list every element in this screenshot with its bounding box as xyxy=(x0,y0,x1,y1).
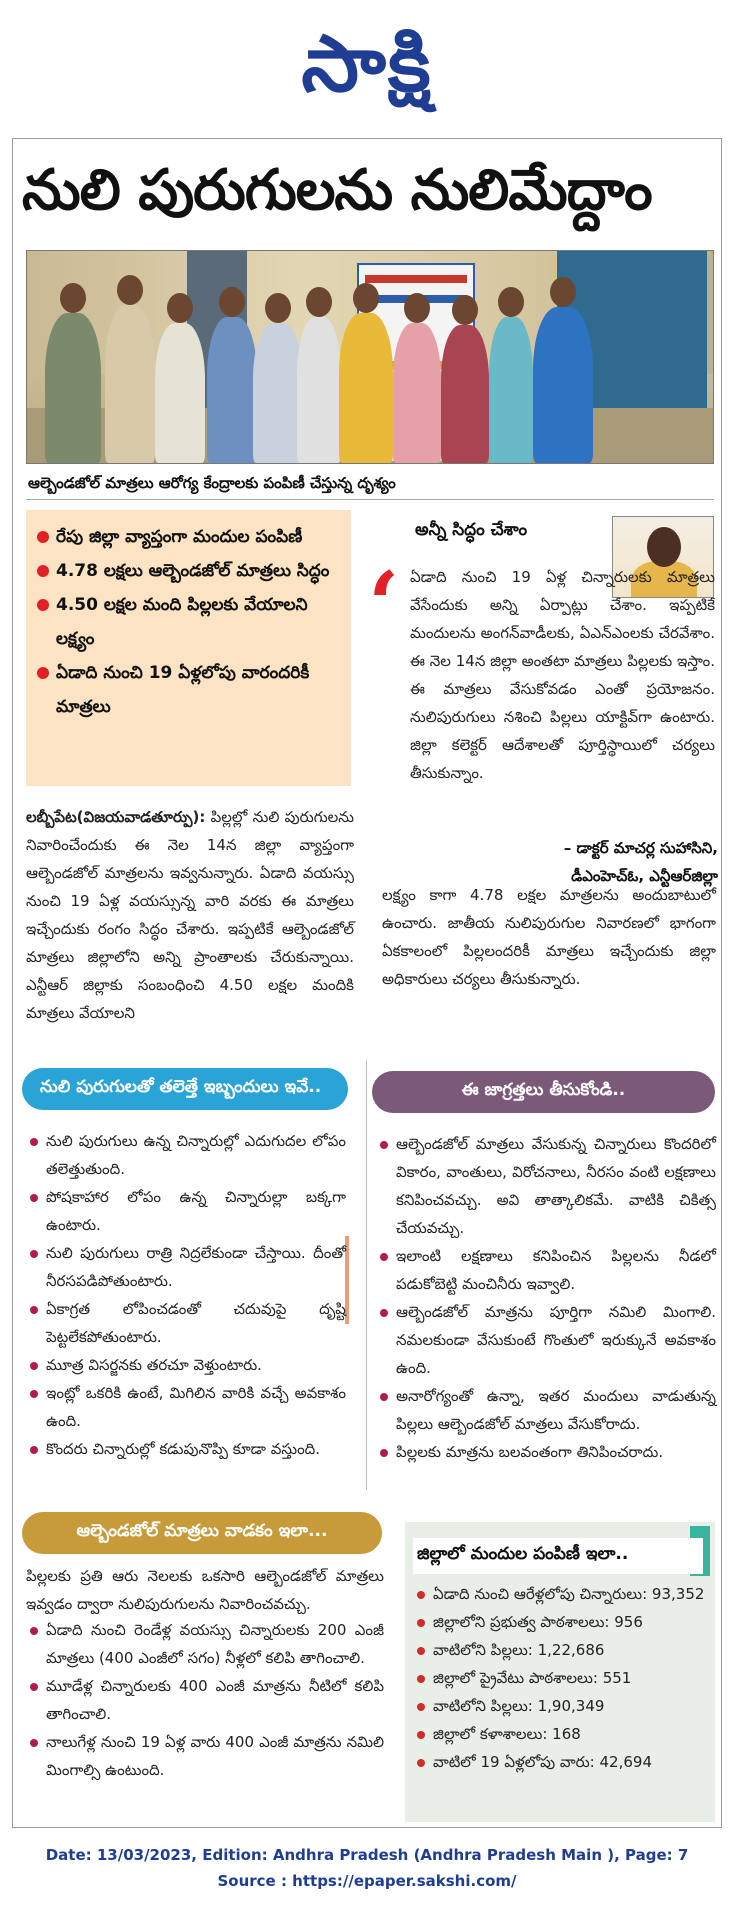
usage-intro: పిల్లలకు ప్రతి ఆరు నెలలకు ఒకసారి ఆల్బెండజోల్ మాత్రలు ఇవ్వడం ద్వారా నులిపురుగులను నివారించవచ్చు. xyxy=(26,1567,384,1613)
usage-header: ఆల్బెండజోల్ మాత్రలు వాడకం ఇలా... xyxy=(22,1512,382,1554)
list-item: ఏడాది నుంచి ఆరేళ్లలోపు చిన్నారులు: 93,352 xyxy=(413,1580,713,1608)
highlight-item: 4.50 లక్షల మంది పిల్లలకు వేయాలని లక్ష్యం xyxy=(34,588,343,656)
list-item: మూడేళ్ల చిన్నారులకు 400 ఎంజీ మాత్రను నీటిలో కలిపి తాగించాలి. xyxy=(26,1672,384,1728)
highlight-item: రేపు జిల్లా వ్యాప్తంగా మందుల పంపిణీ xyxy=(34,520,343,554)
list-item: కొందరు చిన్నారుల్లో కడుపునొప్పి కూడా వస్తుంది. xyxy=(26,1435,346,1463)
list-item: నాలుగేళ్ల నుంచి 19 ఏళ్ల వారు 400 ఎంజీ మాత్రను నమిలి మింగాల్సి ఉంటుంది. xyxy=(26,1728,384,1784)
list-item: ఆల్బెండజోల్ మాత్రను పూర్తిగా నమిలి మింగాలి. నమలకుండా వేసుకుంటే గొంతులో ఇరుక్కునే అవకాశం ఉంది. xyxy=(376,1298,716,1382)
article-body-left xyxy=(26,803,354,1027)
list-item: పిల్లలకు మాత్రను బలవంతంగా తినిపించరాదు. xyxy=(376,1438,716,1466)
highlight-item: ఏడాది నుంచి 19 ఏళ్లలోపు వారందరికీ మాత్రలు xyxy=(34,656,343,724)
list-item: నులి పురుగులు రాత్రి నిద్రలేకుండా చేస్తాయి. దీంతో నీరసపడిపోతుంటారు. xyxy=(26,1239,346,1295)
photo-caption: ఆల్బెండజోల్ మాత్రలు ఆరోగ్య కేంద్రాలకు పంపిణీ చేస్తున్న దృశ్యం xyxy=(26,470,714,500)
list-item: వాటిలోని పిల్లలు: 1,90,349 xyxy=(413,1692,713,1720)
signature-name: – డాక్టర్ మాచర్ల సుహాసిని, xyxy=(563,839,718,857)
highlight-item: 4.78 లక్షలు ఆల్బెండజోల్ మాత్రలు సిద్ధం xyxy=(34,554,343,588)
list-item: ఇలాంటి లక్షణాలు కనిపించిన పిల్లలను నీడలో పడుకోబెట్టి మంచినీరు ఇవ్వాలి. xyxy=(376,1242,716,1298)
problems-list xyxy=(26,1127,346,1463)
precautions-list xyxy=(376,1130,716,1466)
list-item: ఏడాది నుంచి రెండేళ్ల వయస్సు చిన్నారులకు 200 ఎంజీ మాత్రలు (400 ఎంజీలో సగం) నీళ్లలో కలిపి తాగించాలి. xyxy=(26,1616,384,1672)
usage-list xyxy=(26,1616,384,1784)
list-item: ఏకాగ్రత లోపించడంతో చదువుపై దృష్టి పెట్టలేకపోతుంటారు. xyxy=(26,1295,346,1351)
highlights-box xyxy=(26,510,351,786)
list-item: జిల్లాలో ప్రైవేటు పాఠశాలలు: 551 xyxy=(413,1664,713,1692)
list-item: జిల్లాలో కళాశాలలు: 168 xyxy=(413,1720,713,1748)
precautions-header: ఈ జాగ్రత్తలు తీసుకోండి.. xyxy=(372,1071,715,1113)
column-divider xyxy=(366,1060,367,1490)
district-stats-title: జిల్లాలో మందుల పంపిణీ ఇలా.. xyxy=(413,1538,703,1574)
district-stats-list xyxy=(413,1580,713,1776)
quote-mark-icon: ‘ xyxy=(368,552,400,658)
list-item: నులి పురుగులు ఉన్న చిన్నారుల్లో ఎదుగుదల లోపం తలెత్తుతుంది. xyxy=(26,1127,346,1183)
list-item: జిల్లాలోని ప్రభుత్వ పాఠశాలలు: 956 xyxy=(413,1608,713,1636)
sidebar-title: అన్నీ సిద్ధం చేశాం xyxy=(415,520,528,540)
list-item: అనారోగ్యంతో ఉన్నా, ఇతర మందులు వాడుతున్న పిల్లలు ఆల్బెండజోల్ మాత్రలు వేసుకోరాదు. xyxy=(376,1382,716,1438)
article-photo xyxy=(26,250,714,464)
page-footer xyxy=(0,1842,734,1894)
signature-designation: డీఎంహెచ్‌ఓ, ఎన్టీఆర్‌జిల్లా xyxy=(571,867,718,885)
sakshi-logo[interactable]: సాక్షి xyxy=(301,19,433,110)
dateline: లబ్బీపేట(విజయవాడతూర్పు): xyxy=(26,808,206,826)
article-body-right: లక్ష్యం కాగా 4.78 లక్షల మాత్రలను అందుబాటులో ఉంచారు. జాతీయ నులిపురుగుల నివారణలో భాగంగా ఏకకాలంలో పిల్లలందరికీ మాత్రలు ఇచ్చేందుకు జిల్లా అధికారులు చర్యలు తీసుకున్నారు. xyxy=(382,886,716,988)
body-left-text: పిల్లల్లో నులి పురుగులను నివారించేందుకు ఈ నెల 14న జిల్లా వ్యాప్తంగా ఆల్బెండజోల్ మాత్రలను ఇవ్వనున్నారు. ఏడాది వయస్సు నుంచి 19 ఏళ్ల వయస్సున్న వారి వరకు ఈ మాత్రలు ఇచ్చేందుకు రంగం సిద్ధం చేశారు. ఇప్పటికే ఆల్బెండజోల్ మాత్రలు జిల్లాలోని అన్ని ప్రాంతాలకు చేరుకున్నాయి. ఎన్టీఆర్ జిల్లాకు సంబంధించి 4.50 లక్షల మందికి మాత్రలు వేయాలని xyxy=(26,808,354,1022)
list-item: ఆల్బెండజోల్ మాత్రలు వేసుకున్న చిన్నారులు కొందరిలో వికారం, వాంతులు, విరోచనాలు, నీరసం వంటి లక్షణాలు కనిపించవచ్చు. అవి తాత్కాలికమే. వాటికి చికిత్స చేయవచ్చు. xyxy=(376,1130,716,1242)
article-headline: నులి పురుగులను నులిమేద్దాం xyxy=(22,158,652,223)
list-item: పోషకాహార లోపం ఉన్న చిన్నారుల్లా బక్కగా ఉంటారు. xyxy=(26,1183,346,1239)
sidebar-quote-text: ఏడాది నుంచి 19 ఏళ్ల చిన్నారులకు మాత్రలు వేసేందుకు అన్ని ఏర్పాట్లు చేశాం. ఇప్పటికే మందులను అంగన్‌వాడీలకు, ఏఎన్‌ఎంలకు చేరవేశాం. ఈ నెల 14న జిల్లా అంతటా మాత్రలు పిల్లలకు ఇస్తాం. ఈ మాత్రలు వేసుకోవడం ఎంతో ప్రయోజనం. నులిపురుగులు నశించి పిల్లలు యాక్టివ్‌గా ఉంటారు. జిల్లా కలెక్టర్ ఆదేశాలతో పూర్తిస్థాయిలో చర్యలు తీసుకున్నాం. xyxy=(410,568,715,782)
problems-header: నులి పురుగులతో తలెత్తే ఇబ్బందులు ఇవే.. xyxy=(22,1068,348,1110)
list-item: మూత్ర విసర్జనకు తరచూ వెళ్తుంటారు. xyxy=(26,1351,346,1379)
masthead xyxy=(0,0,734,130)
list-item: వాటిలో 19 ఏళ్లలోపు వారు: 42,694 xyxy=(413,1748,713,1776)
footer-source-link[interactable]: Source : https://epaper.sakshi.com/ xyxy=(217,1872,517,1890)
list-item: ఇంట్లో ఒకరికి ఉంటే, మిగిలిన వారికి వచ్చే అవకాశం ఉంది. xyxy=(26,1379,346,1435)
footer-edition-line: Date: 13/03/2023, Edition: Andhra Pradesh (Andhra Pradesh Main ), Page: 7 xyxy=(45,1846,689,1864)
list-item: వాటిలోని పిల్లలు: 1,22,686 xyxy=(413,1636,713,1664)
